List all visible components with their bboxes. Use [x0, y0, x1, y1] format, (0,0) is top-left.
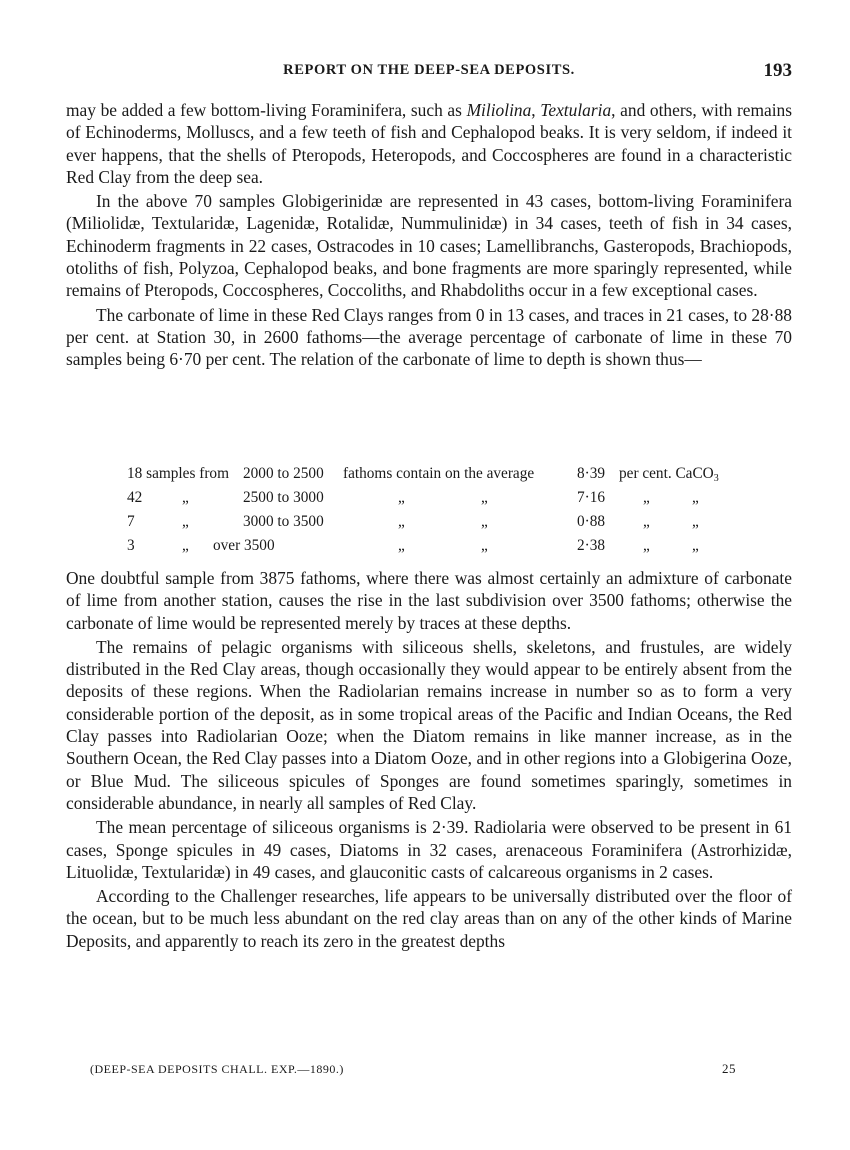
paragraph-5: The remains of pelagic organisms with siliceous shells, skeletons, and frustules, are widely distributed in the Red Clay areas, though occasionally they would appear to be entirely absent from the deposits of these regions. When the Radiolarian remains increase in number so as to form a very considerable portion of the deposit, as in some tropical areas of the Pacific and Indian Oceans, the Red Clay passes into Radiolarian Ooze; when the Diatom remains in like manner increase, as in the Southern Ocean, the Red Clay passes into a Diatom Ooze, and in other regions into a Globigerina Ooze, or Blue Mud. The siliceous spicules of Sponges are found sometimes sparingly, sometimes in considerable abundance, in nearly all samples of Red Clay. [66, 636, 792, 813]
ditto-mark: „ [398, 513, 405, 530]
ditto-mark: „ [481, 513, 488, 530]
ditto-mark: „ [481, 489, 488, 506]
upper-body-text [66, 99, 792, 371]
row1-value: 8·39 [577, 465, 606, 482]
ditto-mark: „ [692, 489, 699, 506]
paragraph-1: may be added a few bottom-living Foraminifera, such as Miliolina, Textularia, and others, with remains of Echinoderms, Molluscs, and a few teeth of fish and Cephalopod beaks. It is very seldom, if indeed it ever happens, that the shells of Pteropods, Heteropods, and Coccospheres are found in a characteristic Red Clay from the deep sea. [66, 100, 792, 187]
page-number: 193 [763, 60, 792, 81]
row1-label: 18 samples from [127, 465, 229, 482]
row1-unit-subscript: 3 [713, 473, 719, 484]
ditto-mark: „ [692, 537, 699, 554]
footer-sheet-number: 25 [722, 1061, 736, 1076]
ditto-mark: „ [182, 537, 189, 554]
ditto-mark: „ [643, 513, 650, 530]
ditto-mark: „ [398, 537, 405, 554]
row-count: 3 [127, 537, 135, 554]
row1-unit-text: per cent. CaCO [619, 465, 714, 482]
ditto-mark: „ [643, 489, 650, 506]
paragraph-3: The carbonate of lime in these Red Clays ranges from 0 in 13 cases, and traces in 21 cases, to 28·88 per cent. at Station 30, in 2600 fathoms—the average percentage of carbonate of lime in these 70 samples being 6·70 per cent. The relation of the carbonate of lime to depth is shown thus— [66, 304, 792, 370]
paragraph-4: One doubtful sample from 3875 fathoms, where there was almost certainly an admixture of carbonate of lime from another station, causes the rise in the last subdivision over 3500 fathoms; otherwise the carbonate of lime would be represented merely by traces at these depths. [66, 568, 792, 633]
row1-range: 2000 to 2500 [243, 465, 324, 482]
ditto-mark: „ [692, 513, 699, 530]
table-row [127, 486, 787, 510]
row-range: 3000 to 3500 [243, 513, 324, 530]
depth-table [127, 462, 787, 558]
row-range: over 3500 [213, 537, 275, 554]
row-value: 0·88 [577, 513, 606, 530]
paragraph-6: The mean percentage of siliceous organisms is 2·39. Radiolaria were observed to be present in 61 cases, Sponge spicules in 49 cases, Diatoms in 32 cases, arenaceous Foraminifera (Astrorhizidæ, Lituolidæ, Textularidæ) in 49 cases, and glauconitic casts of calcareous organisms in 2 cases. [66, 817, 792, 882]
table-row [127, 510, 787, 534]
ditto-mark: „ [182, 489, 189, 506]
row-value: 2·38 [577, 537, 606, 554]
running-head [66, 62, 792, 86]
row1-label-mid: fathoms contain on the average [343, 465, 535, 482]
paragraph-2: In the above 70 samples Globigerinidæ are represented in 43 cases, bottom-living Foraminifera (Miliolidæ, Textularidæ, Lagenidæ, Rotalidæ, Nummulinidæ) in 34 cases, teeth of fish in 34 cases, Echinoderm fragments in 22 cases, Ostracodes in 10 cases; Lamellibranchs, Gasteropods, Brachiopods, otoliths of fish, Polyzoa, Cephalopod beaks, and bone fragments are more sparingly represented, while remains of Pteropods, Coccospheres, Coccoliths, and Rhabdoliths occur in a few exceptional cases. [66, 191, 792, 301]
row-range: 2500 to 3000 [243, 489, 324, 506]
page-footer [66, 1062, 792, 1082]
running-title: REPORT ON THE DEEP-SEA DEPOSITS. [283, 62, 575, 78]
lower-body-text [66, 567, 792, 954]
ditto-mark: „ [481, 537, 488, 554]
ditto-mark: „ [643, 537, 650, 554]
paragraph-7: According to the Challenger researches, life appears to be universally distributed over the floor of the ocean, but to be much less abundant on the red clay areas than on any of the other kinds of Marine Deposits, and apparently to reach its zero in the greatest depths [66, 886, 792, 951]
table-row [127, 462, 787, 486]
footer-signature: (DEEP-SEA DEPOSITS CHALL. EXP.—1890.) [90, 1062, 344, 1076]
ditto-mark: „ [182, 513, 189, 530]
row-count: 7 [127, 513, 135, 530]
row-count: 42 [127, 489, 143, 506]
row-value: 7·16 [577, 489, 606, 506]
ditto-mark: „ [398, 489, 405, 506]
table-row [127, 534, 787, 558]
